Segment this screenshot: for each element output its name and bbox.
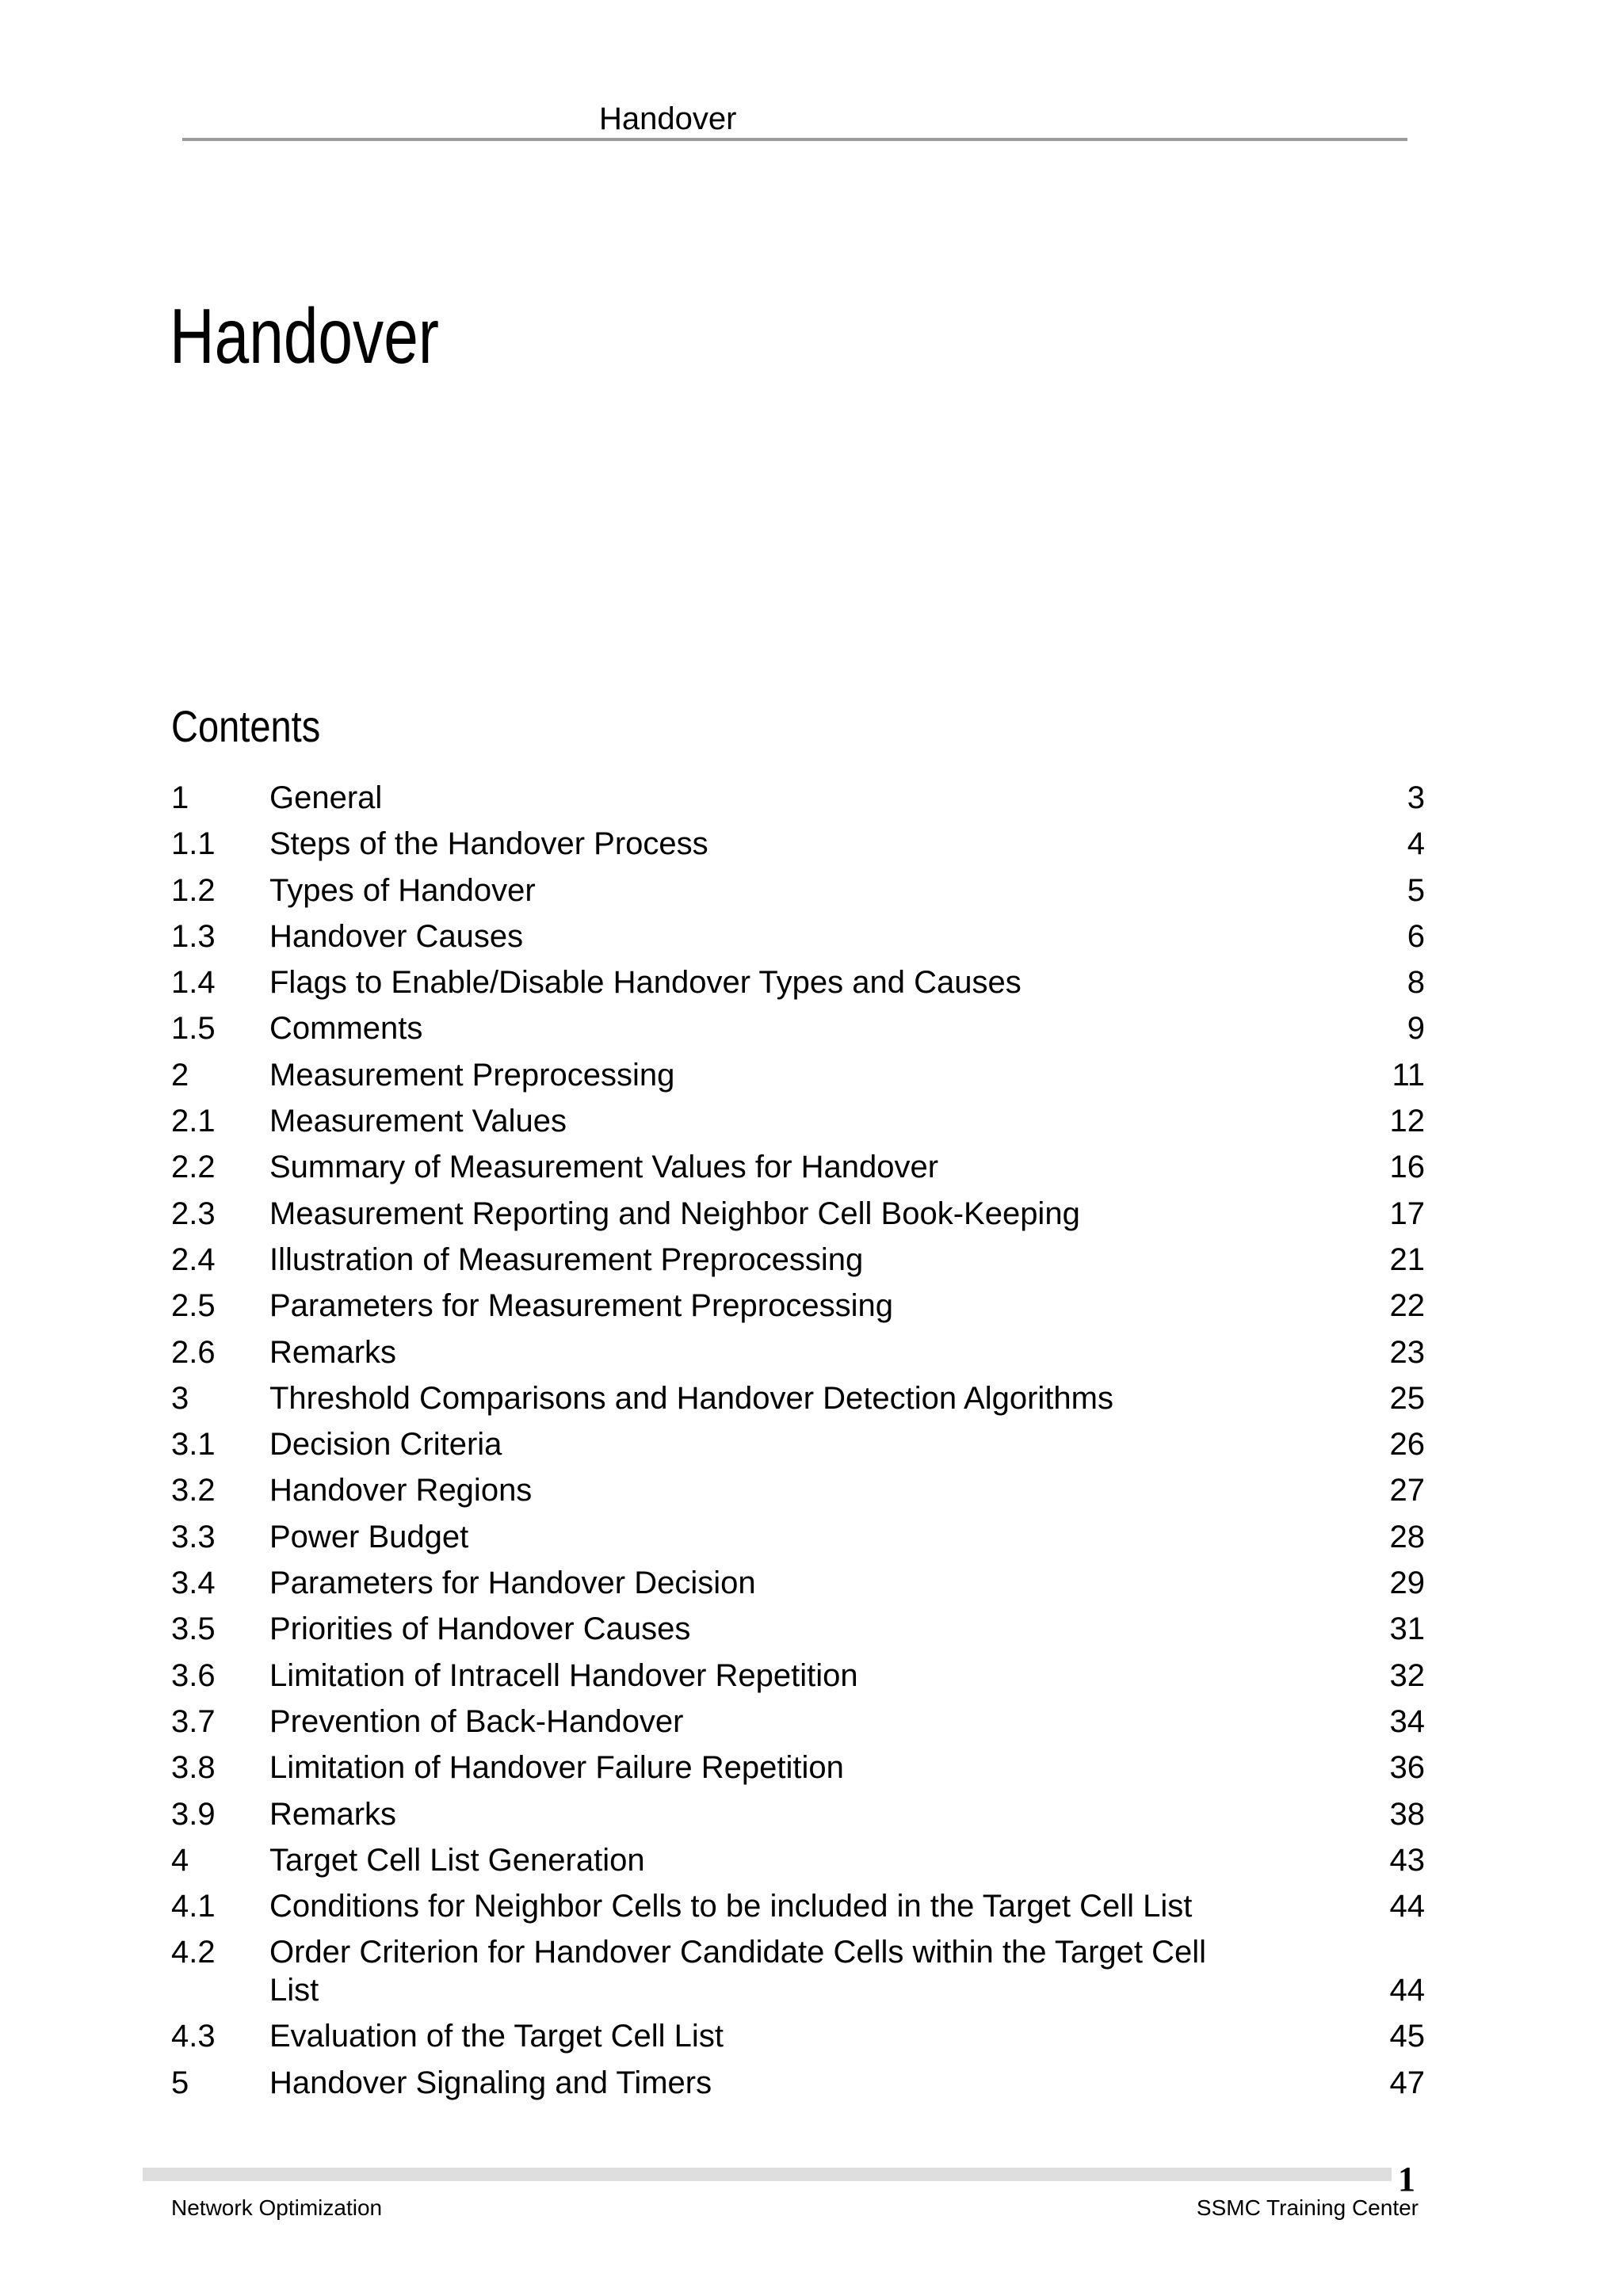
toc-entry-page: 9 [1407, 1011, 1425, 1047]
toc-entry-number: 3.9 [171, 1796, 216, 1832]
toc-entry-title: Evaluation of the Target Cell List [269, 2019, 724, 2054]
toc-entry-number: 2.2 [171, 1150, 216, 1185]
toc-entry-number: 3.5 [171, 1611, 216, 1647]
toc-entry-number: 2.5 [171, 1288, 216, 1324]
toc-entry-title: Illustration of Measurement Preprocessing [269, 1241, 864, 1277]
toc-entry [171, 1375, 1425, 1421]
toc-entry-page: 11 [1392, 1057, 1425, 1093]
toc-entry-title: Target Cell List Generation [269, 1842, 645, 1878]
header-rule [182, 138, 1407, 141]
toc-entry [171, 1144, 1425, 1190]
toc-entry-title: Flags to Enable/Disable Handover Types and Causes [269, 965, 1022, 1001]
toc-entry-number: 2.4 [171, 1241, 216, 1277]
toc-entry-title: Handover Regions [269, 1473, 533, 1508]
toc-entry-page: 47 [1389, 2065, 1425, 2100]
toc-entry-page: 45 [1389, 2019, 1425, 2054]
toc-entry-number: 2.6 [171, 1334, 216, 1370]
toc-entry [171, 1467, 1425, 1513]
footer-left-text: Network Optimization [171, 2195, 383, 2220]
toc-entry [171, 1421, 1425, 1467]
toc-entry-page: 16 [1389, 1150, 1425, 1185]
toc-entry-number: 3 [171, 1380, 189, 1416]
contents-heading: Contents [171, 701, 321, 751]
toc-entry [171, 1005, 1425, 1051]
toc-entry-number: 1.5 [171, 1011, 216, 1047]
footer-bar [143, 2168, 1392, 2181]
toc-entry-title: Limitation of Handover Failure Repetition [269, 1750, 844, 1786]
toc-entry-title: Parameters for Handover Decision [269, 1566, 756, 1601]
toc-entry [171, 1791, 1425, 1837]
toc-entry-page: 28 [1389, 1519, 1425, 1554]
toc-entry-number: 3.1 [171, 1427, 216, 1463]
toc-entry [171, 1237, 1425, 1283]
toc-entry [171, 1560, 1425, 1606]
toc-entry-page: 43 [1389, 1842, 1425, 1878]
toc-entry-title: Limitation of Intracell Handover Repetition [269, 1657, 858, 1693]
toc-entry-page: 22 [1389, 1288, 1425, 1324]
toc-entry-number: 4.3 [171, 2019, 216, 2054]
toc-entry-title: Conditions for Neighbor Cells to be included in the Target Cell List [269, 1889, 1193, 1924]
toc-entry-title: Prevention of Back-Handover [269, 1703, 684, 1739]
toc-entry-title: Types of Handover [269, 872, 536, 908]
toc-entry-title: General [269, 780, 383, 815]
toc-entry-page: 3 [1407, 780, 1425, 815]
toc-entry-title: Decision Criteria [269, 1427, 502, 1463]
toc-entry [171, 1745, 1425, 1791]
toc-entry-number: 2.1 [171, 1104, 216, 1139]
toc-entry-number: 3.6 [171, 1657, 216, 1693]
toc-entry-page: 8 [1407, 965, 1425, 1001]
toc-entry-page: 38 [1389, 1796, 1425, 1832]
toc-entry-title: Comments [269, 1011, 423, 1047]
toc-entry-page: 26 [1389, 1427, 1425, 1463]
toc-entry-title: Priorities of Handover Causes [269, 1611, 691, 1647]
toc-entry [171, 1329, 1425, 1375]
footer-right-text: SSMC Training Center [1196, 2195, 1419, 2220]
toc-entry-title: Handover Causes [269, 918, 524, 954]
toc-entry-number: 3.7 [171, 1703, 216, 1739]
toc-entry [171, 1699, 1425, 1745]
toc-entry [171, 1606, 1425, 1652]
toc-entry-page: 25 [1389, 1380, 1425, 1416]
toc-entry-number: 3.3 [171, 1519, 216, 1554]
toc-entry-title: Measurement Values [269, 1104, 567, 1139]
toc-entry-number: 2.3 [171, 1196, 216, 1231]
toc-entry [171, 1837, 1425, 1883]
toc-entry-number: 4.1 [171, 1889, 216, 1924]
toc-entry-title: Power Budget [269, 1519, 469, 1554]
toc-entry-number: 3.4 [171, 1566, 216, 1601]
toc-entry-page: 17 [1389, 1196, 1425, 1231]
toc-entry [171, 2060, 1425, 2106]
toc-entry-title: Remarks [269, 1334, 397, 1370]
toc-entry [171, 1883, 1425, 1929]
toc-entry-number: 1.2 [171, 872, 216, 908]
toc-entry-number: 1.3 [171, 918, 216, 954]
document-title: Handover [170, 292, 439, 379]
toc-entry-title: Summary of Measurement Values for Handover [269, 1150, 939, 1185]
toc-entry [171, 1052, 1425, 1098]
toc-entry-page: 44 [1389, 1889, 1425, 1924]
toc-entry-page: 5 [1407, 872, 1425, 908]
toc-entry-title: Order Criterion for Handover Candidate Cells within the Target Cell List [269, 1935, 1207, 2008]
toc-entry-number: 3.2 [171, 1473, 216, 1508]
toc-entry-page: 21 [1389, 1241, 1425, 1277]
table-of-contents [171, 775, 1425, 2106]
toc-entry-number: 2 [171, 1057, 189, 1093]
toc-entry-number: 1 [171, 780, 189, 815]
toc-entry-number: 4 [171, 1842, 189, 1878]
toc-entry [171, 821, 1425, 867]
toc-entry [171, 1191, 1425, 1237]
toc-entry-title: Measurement Reporting and Neighbor Cell Book-Keeping [269, 1196, 1080, 1231]
toc-entry-title: Remarks [269, 1796, 397, 1832]
toc-entry [171, 868, 1425, 913]
toc-entry-number: 3.8 [171, 1750, 216, 1786]
toc-entry [171, 1283, 1425, 1329]
toc-entry-page: 12 [1389, 1104, 1425, 1139]
toc-entry-number: 4.2 [171, 1935, 216, 1970]
toc-entry-number: 5 [171, 2065, 189, 2100]
toc-entry-title: Threshold Comparisons and Handover Detection Algorithms [269, 1380, 1113, 1416]
toc-entry-page: 29 [1389, 1566, 1425, 1601]
toc-entry-page: 44 [1389, 1973, 1425, 2008]
toc-entry-title: Measurement Preprocessing [269, 1057, 675, 1093]
toc-entry [171, 959, 1425, 1005]
toc-entry [171, 1653, 1425, 1699]
toc-entry-page: 31 [1389, 1611, 1425, 1647]
toc-entry [171, 1098, 1425, 1144]
toc-entry [171, 1514, 1425, 1560]
toc-entry-page: 32 [1389, 1657, 1425, 1693]
toc-entry-number: 1.1 [171, 826, 216, 862]
toc-entry [171, 1929, 1425, 2013]
toc-entry-page: 23 [1389, 1334, 1425, 1370]
toc-entry-page: 4 [1407, 826, 1425, 862]
toc-entry-number: 1.4 [171, 965, 216, 1001]
toc-entry [171, 2013, 1425, 2059]
running-header: Handover [599, 101, 737, 136]
toc-entry-page: 34 [1389, 1703, 1425, 1739]
toc-entry-page: 36 [1389, 1750, 1425, 1786]
toc-entry [171, 913, 1425, 959]
toc-entry-page: 27 [1389, 1473, 1425, 1508]
toc-entry-title: Handover Signaling and Timers [269, 2065, 712, 2100]
toc-entry-page: 6 [1407, 918, 1425, 954]
page-number: 1 [1398, 2160, 1415, 2199]
toc-entry [171, 775, 1425, 821]
toc-entry-title: Parameters for Measurement Preprocessing [269, 1288, 893, 1324]
toc-entry-title: Steps of the Handover Process [269, 826, 708, 862]
